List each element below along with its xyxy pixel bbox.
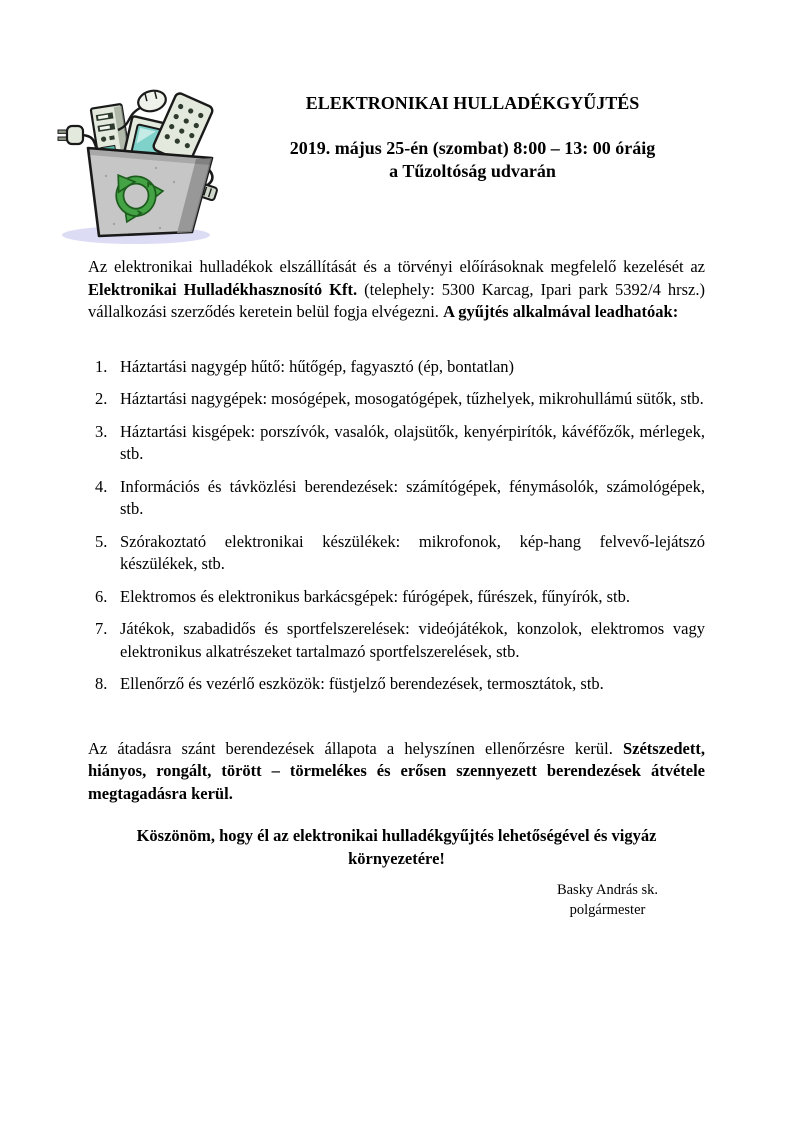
event-date: 2019. május 25-én (szombat) 8:00 – 13: 00 óráig [289,138,656,158]
list-item-text: Szórakoztató elektronikai készülékek: mikrofonok, kép-hang felvevő-lejátszó készülékek, stb. [120,531,705,573]
list-item [88,388,705,411]
list-item-text: Ellenőrző és vezérlő eszközök: füstjelző berendezések, termosztátok, stb. [120,674,604,693]
list-item [88,531,705,576]
list-item-number: 3. [95,421,108,441]
list-item-text: Információs és távközlési berendezések: számítógépek, fénymásolók, számológépek, stb. [120,476,705,518]
signatory-name: Basky András sk. [556,882,659,898]
list-item-text: Játékok, szabadidős és sportfelszerelések: videójátékok, konzolok, elektromos vagy elektronikus alkatrészeket tartalmazó sportfelszerelések, stb. [120,619,705,661]
page-title: ELEKTRONIKAI HULLADÉKGYŰJTÉS [305,93,640,113]
list-item-number: 8. [95,674,108,693]
accepted-items-list [88,356,705,696]
list-item [88,476,705,521]
list-item-text: Elektromos és elektronikus barkácsgépek: fúrógépek, fűrészek, fűnyírók, stb. [120,586,630,606]
list-item-number: 1. [95,356,108,376]
header-block [240,92,705,183]
list-item-text: Háztartási nagygépek: mosógépek, mosogatógépek, tűzhelyek, mikrohullámú sütők, stb. [120,389,704,408]
list-item-text: Háztartási kisgépek: porszívók, vasalók, olajsütők, kenyérpirítók, kávéfőzők, mérlegek, stb. [120,421,705,463]
list-item-number: 2. [95,389,108,408]
list-item [88,421,705,466]
list-item-number: 4. [95,476,108,496]
list-item [88,673,705,696]
list-item-number: 6. [95,586,108,606]
list-item [88,618,705,663]
list-item [88,586,705,609]
event-location: a Tűzoltóság udvarán [389,161,556,181]
thank-you-paragraph: Köszönöm, hogy él az elektronikai hulladékgyűjtés lehetőségével és vigyáz környezetére! [136,826,657,868]
list-item-number: 5. [95,531,108,551]
inspection-notice-paragraph: Az átadásra szánt berendezések állapota a helyszínen ellenőrzésre kerül. Szétszedett, hiányos, rongált, törött – törmelékes és erősen szennyezett berendezések átvétele megtagadásra kerül. [88,738,705,803]
list-item-text: Háztartási nagygép hűtő: hűtőgép, fagyasztó (ép, bontatlan) [120,356,515,376]
signature-block [510,880,705,920]
document-body [88,256,705,920]
intro-paragraph: Az elektronikai hulladékok elszállítását és a törvényi előírásoknak megfelelő kezelését az Elektronikai Hulladékhasznosító Kft. (telephely: 5300 Karcag, Ipari park 5392/4 hrsz.) vállalkozási szerződés keretein belül fogja elvégezni. A gyűjtés alkalmával leadhatóak: [88,257,705,321]
signatory-role: polgármester [569,902,646,918]
list-item-number: 7. [95,619,108,638]
ewaste-recycle-bin-clipart [56,86,224,246]
list-item [88,356,705,379]
